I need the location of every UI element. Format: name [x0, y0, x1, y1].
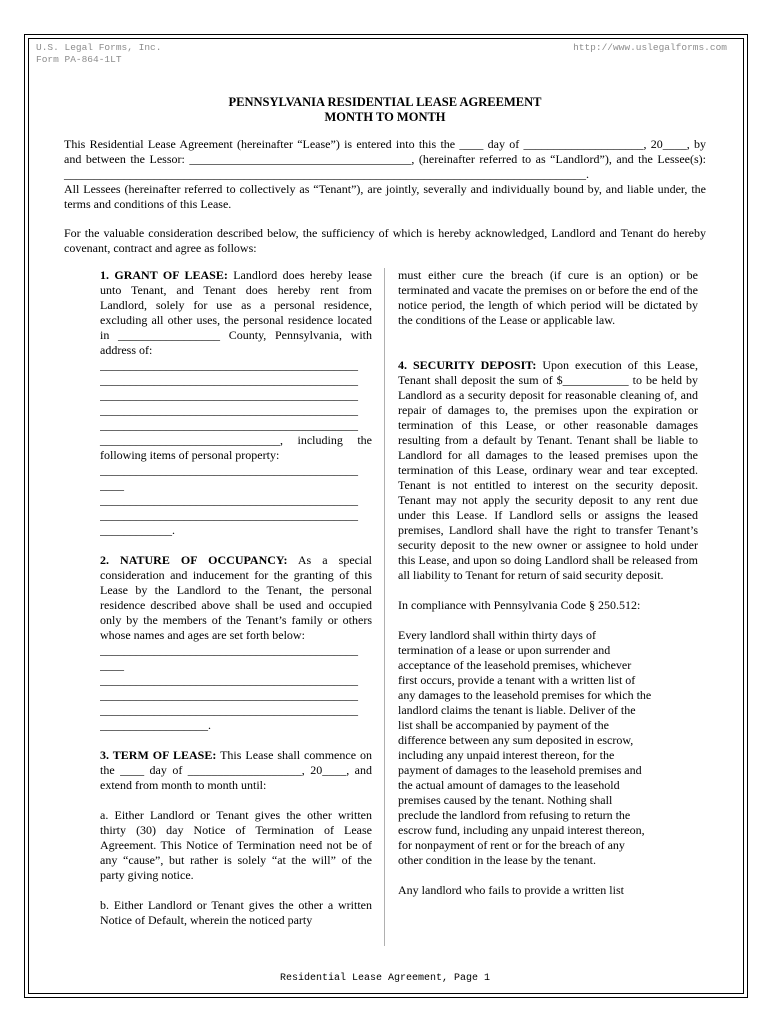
left-column	[100, 268, 372, 928]
property-blank-2: ____	[100, 478, 124, 492]
company-name: U.S. Legal Forms, Inc.	[36, 42, 162, 53]
section-1-text: Landlord does hereby lease unto Tenant, and Tenant does hereby rent from Landlord, solely for use as a personal residence, excluding all other uses, the personal residence located in _________________ County, Pennsylvania, with address of:	[100, 268, 372, 357]
address-blank-2: ___________________________________________	[100, 373, 358, 387]
title-line-2: MONTH TO MONTH	[324, 110, 446, 124]
section-2-nature-of-occupancy	[100, 553, 372, 643]
pa-code-line: difference between any sum deposited in escrow,	[398, 733, 634, 747]
section-4-text: Upon execution of this Lease, Tenant shall deposit the sum of $___________ to be held by Landlord as a security deposit for reasonable cleaning of, and repair of damages to, the premises upon the expiration or termination of this Lease, or other reasonable damages resulting from a default by Tenant. Tenant shall be liable to Landlord for all damages to the leased premises upon the termination of this Lease, ordinary wear and tear excepted. Tenant is not entitled to interest on the security deposit. Tenant may not apply the security deposit to any rent due under this Lease. If Landlord sells or assigns the leased premises, Landlord shall have the right to transfer Tenant’s security deposit to the new owner or assignee to hold under this Lease, and upon so doing Landlord shall be released from all liability to Tenant for return of said security deposit.	[398, 358, 699, 582]
pa-code-line: the actual amount of damages to the leasehold	[398, 778, 620, 792]
property-blank-1: ___________________________________________	[100, 463, 358, 477]
title-line-1: PENNSYLVANIA RESIDENTIAL LEASE AGREEMENT	[228, 95, 542, 109]
page-footer: Residential Lease Agreement, Page 1	[279, 973, 491, 984]
column-divider	[384, 268, 385, 946]
pa-code-line: list shall be accompanied by payment of the	[398, 718, 609, 732]
section-4-security-deposit	[398, 358, 698, 583]
property-blank-5: ____________.	[100, 523, 175, 537]
section-4-heading: 4. SECURITY DEPOSIT:	[398, 358, 537, 372]
pa-code-line: other condition in the lease by the tenant.	[398, 853, 596, 867]
intro-paragraph-lessees: All Lessees (hereinafter referred to collectively as “Tenant”), are jointly, severally and individually bound by, and liable under, the terms and conditions of this Lease.	[64, 182, 706, 211]
document-title	[0, 95, 770, 125]
pa-code-line: termination of a lease or upon surrender and	[398, 643, 611, 657]
intro-block	[64, 137, 706, 212]
section-2-text: As a special consideration and inducement for the granting of this Lease by the Landlord to the Tenant, the personal residence described above shall be used and occupied only by the members of the Tenant’s family or others whose names and ages are set forth below:	[100, 553, 372, 642]
section-1-grant-of-lease	[100, 268, 372, 358]
pa-code-line: for nonpayment of rent or for the breach of any	[398, 838, 625, 852]
section-3-text: This Lease shall commence on the ____ day of ___________________, 20____, and extend from month to month until:	[100, 748, 373, 792]
pa-code-line: Every landlord shall within thirty days of	[398, 628, 596, 642]
pa-code-quote	[398, 628, 698, 868]
website-url[interactable]: http://www.uslegalforms.com	[573, 42, 727, 53]
pa-code-line: premises caused by the tenant. Nothing shall	[398, 793, 613, 807]
right-column	[398, 268, 698, 898]
pa-code-line: any damages to the leasehold premises for which the	[398, 688, 652, 702]
section-3-clause-b: b. Either Landlord or Tenant gives the other a written Notice of Default, wherein the noticed party	[100, 898, 372, 927]
pa-code-line: payment of damages to the leasehold premises and	[398, 763, 642, 777]
occupant-blank-6: __________________.	[100, 718, 211, 732]
occupant-blank-4: ___________________________________________	[100, 688, 358, 702]
address-blank-1: ___________________________________________	[100, 358, 358, 372]
section-3-clause-b-continued: must either cure the breach (if cure is an option) or be terminated and vacate the premises on or before the end of the notice period, the length of which period will be dictated by the conditions of the Lease or applicable law.	[398, 268, 698, 327]
property-blank-4: ___________________________________________	[100, 508, 358, 522]
address-blank-5: ___________________________________________	[100, 418, 358, 432]
personal-property-intro: ______________________________, including the following items of personal property:	[100, 433, 372, 462]
compliance-statement: In compliance with Pennsylvania Code § 250.512:	[398, 598, 641, 612]
occupant-blank-5: ___________________________________________	[100, 703, 358, 717]
pa-code-line: preclude the landlord from refusing to return the	[398, 808, 631, 822]
occupant-blank-3: ___________________________________________	[100, 673, 358, 687]
pa-code-line: including any unpaid interest thereon, for the	[398, 748, 615, 762]
header-meta-left	[36, 42, 161, 66]
occupant-blank-1: ___________________________________________	[100, 643, 358, 657]
pa-code-line: acceptance of the leasehold premises, whichever	[398, 658, 632, 672]
section-1-heading: 1. GRANT OF LEASE:	[100, 268, 228, 282]
intro-consideration	[64, 226, 706, 256]
occupant-blank-2: ____	[100, 658, 124, 672]
pa-code-line: first occurs, provide a tenant with a written list of	[398, 673, 636, 687]
form-number: Form PA-864-1LT	[36, 54, 122, 65]
section-3-term-of-lease	[100, 748, 372, 793]
address-blank-3: ___________________________________________	[100, 388, 358, 402]
intro-paragraph-consideration: For the valuable consideration described below, the sufficiency of which is hereby acknowledged, Landlord and Tenant do hereby covenant, contract and agree as follows:	[64, 226, 706, 255]
section-3-clause-a: a. Either Landlord or Tenant gives the other written thirty (30) day Notice of Termination of Lease Agreement. This Notice of Termination need not be of any “cause”, but rather is solely “at the will” of the party giving notice.	[100, 808, 372, 882]
address-blank-4: ___________________________________________	[100, 403, 358, 417]
pa-code-line: landlord claims the tenant is liable. Deliver of the	[398, 703, 636, 717]
pa-code-line: escrow fund, including any unpaid interest thereon,	[398, 823, 645, 837]
section-3-heading: 3. TERM OF LEASE:	[100, 748, 217, 762]
intro-paragraph-parties: This Residential Lease Agreement (hereinafter “Lease”) is entered into this the ____ day of ____________________, 20____, by and between the Lessor: _____________________________________, (hereinafter referred to as “Landlord”), and the Lessee(s): _______________________________________________________________________________________.	[64, 137, 706, 181]
section-2-heading: 2. NATURE OF OCCUPANCY:	[100, 553, 288, 567]
property-blank-3: ___________________________________________	[100, 493, 358, 507]
landlord-failure-clause: Any landlord who fails to provide a written list	[398, 883, 624, 897]
